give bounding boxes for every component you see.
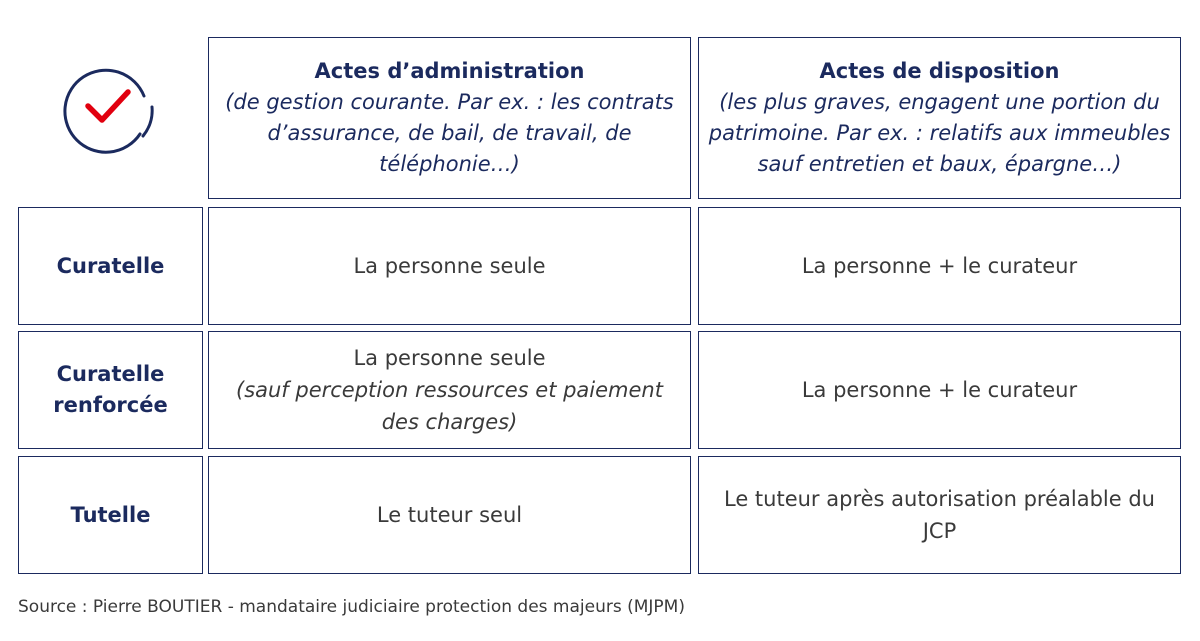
cell-value: La personne + le curateur [801,378,1078,402]
row-label-curatelle [18,207,203,325]
header-administration-subtitle: (de gestion courante. Par ex. : les contrats d’assurance, de bail, de travail, de téléphonie…) [225,90,674,176]
cell-value: La personne seule [353,254,546,278]
checkmark-circle-icon [60,62,164,158]
cell-value: La personne + le curateur [801,254,1078,278]
cell-curatelle-administration [208,207,691,325]
row-label-curatelle-renforcee [18,331,203,449]
cell-value: Le tuteur après autorisation préalable du JCP [724,487,1155,543]
source-caption: Source : Pierre BOUTIER - mandataire judiciaire protection des majeurs (MJPM) [18,597,685,617]
row-label-text: Curatelle [56,253,165,278]
cell-value: La personne seule [353,346,546,370]
cell-note: (sauf perception ressources et paiement des charges) [236,378,663,434]
row-label-text: Tutelle [70,502,151,527]
header-administration [208,37,691,199]
cell-value: Le tuteur seul [376,503,523,527]
cell-curatelle-disposition [698,207,1181,325]
header-disposition [698,37,1181,199]
header-disposition-subtitle: (les plus graves, engagent une portion du patrimoine. Par ex. : relatifs aux immeubles sauf entretien et baux, épargne…) [708,90,1171,176]
header-disposition-title: Actes de disposition [819,59,1060,83]
cell-curatelle-renforcee-administration [208,331,691,449]
header-administration-title: Actes d’administration [314,59,585,83]
row-label-text: Curatelle renforcée [53,362,168,417]
cell-tutelle-disposition [698,456,1181,574]
cell-curatelle-renforcee-disposition [698,331,1181,449]
row-label-tutelle [18,456,203,574]
cell-tutelle-administration [208,456,691,574]
